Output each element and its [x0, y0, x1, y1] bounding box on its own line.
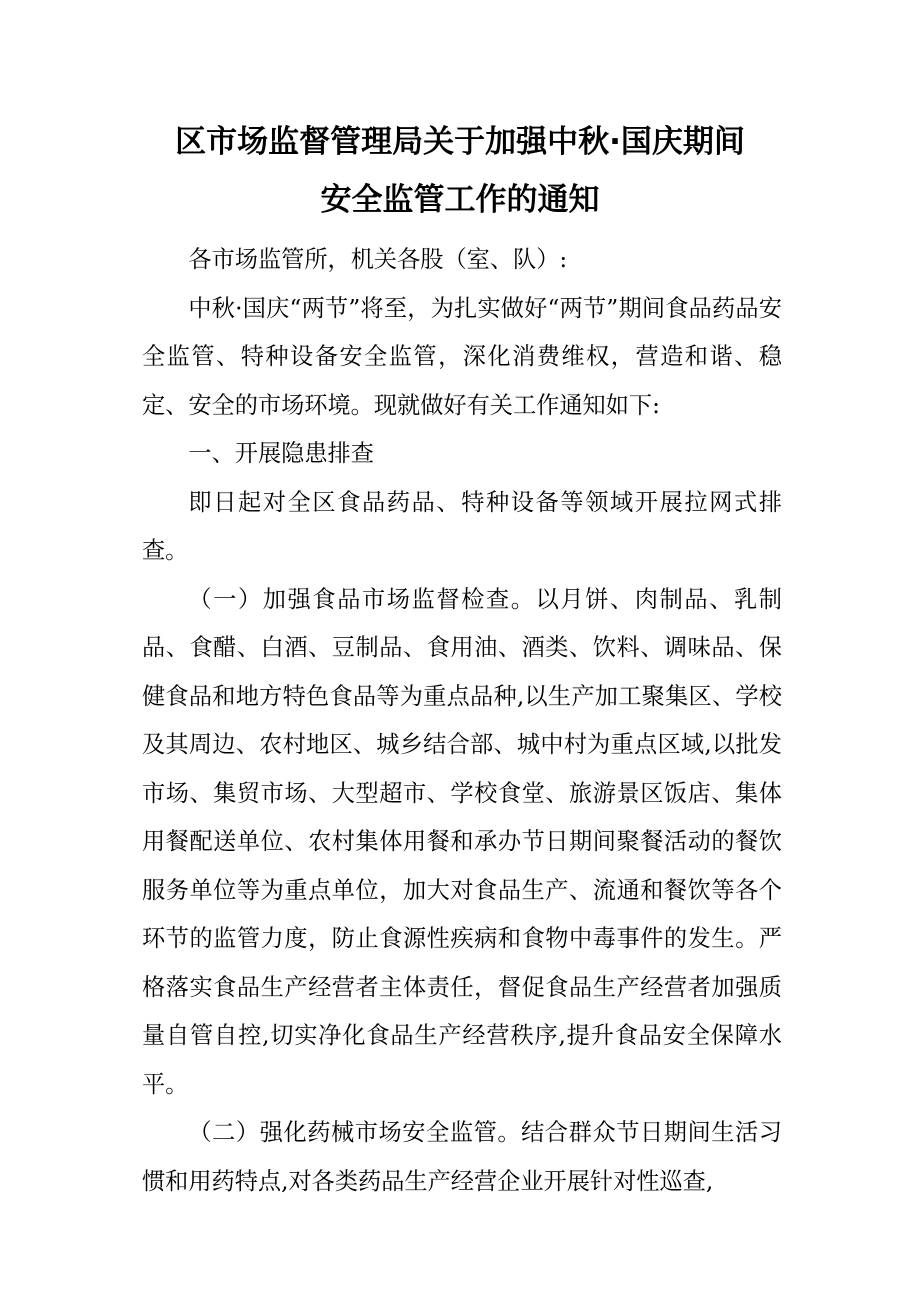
document-body: [142, 236, 782, 1206]
paragraph-section-1-intro: 即日起对全区食品药品、特种设备等领域开展拉网式排查。: [142, 488, 782, 564]
section-heading-1: 一、开展隐患排查: [188, 440, 374, 467]
paragraph-intro: 中秋·国庆“两节”将至，为扎实做好“两节”期间食品药品安全监管、特种设备安全监管，深化消费维权，营造和谐、稳定、安全的市场环境。现就做好有关工作通知如下:: [142, 294, 782, 419]
salutation: 各市场监管所，机关各股（室、队）:: [188, 246, 568, 273]
paragraph-item-1: （一）加强食品市场监督检查。以月饼、肉制品、乳制品、食醋、白酒、豆制品、食用油、酒类、饮料、调味品、保健食品和地方特色食品等为重点品种,以生产加工聚集区、学校及其周边、农村地区、城乡结合部、城中村为重点区域,以批发市场、集贸市场、大型超市、学校食堂、旅游景区饭店、集体用餐配送单位、农村集体用餐和承办节日期间聚餐活动的餐饮服务单位等为重点单位，加大对食品生产、流通和餐饮等各个环节的监管力度，防止食源性疾病和食物中毒事件的发生。严格落实食品生产经营者主体责任，督促食品生产经营者加强质量自管自控,切实净化食品生产经营秩序,提升食品安全保障水平。: [142, 585, 782, 1098]
document-title-line-1: 区市场监督管理局关于加强中秋·国庆期间: [175, 124, 745, 160]
document-title-line-2: 安全监管工作的通知: [320, 182, 600, 218]
paragraph-item-2: （二）强化药械市场安全监管。结合群众节日期间生活习惯和用药特点,对各类药品生产经营企业开展针对性巡查,: [142, 1119, 782, 1195]
